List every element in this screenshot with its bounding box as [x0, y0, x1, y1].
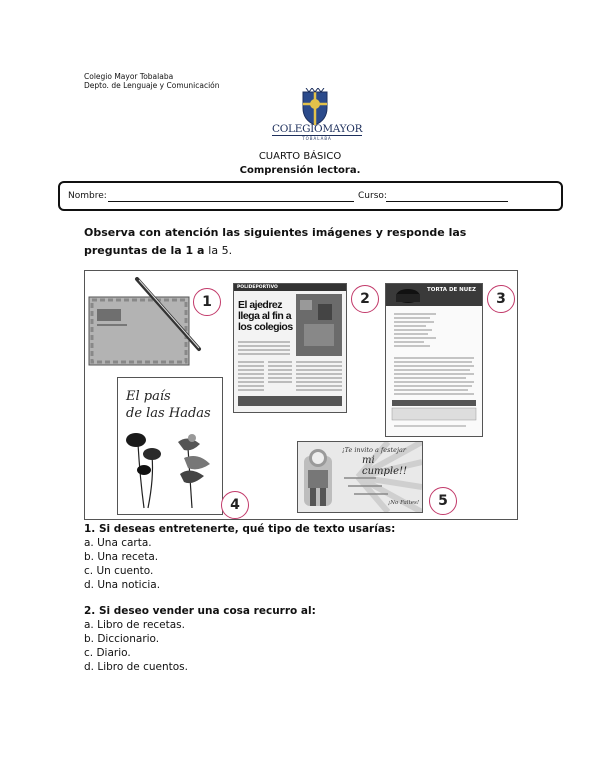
school-crest-icon — [300, 88, 330, 126]
figure-label-3: 3 — [487, 285, 515, 313]
instructions-bold: Observa con atención las siguientes imágenes y responde las preguntas de la 1 a — [84, 226, 467, 257]
worksheet-subtitle: Comprensión lectora. — [239, 165, 361, 176]
answer-option[interactable]: a. Libro de recetas. — [84, 619, 185, 631]
course-field[interactable] — [386, 201, 508, 202]
answer-option[interactable]: d. Libro de cuentos. — [84, 661, 188, 673]
answer-option[interactable]: a. Una carta. — [84, 537, 152, 549]
figure-label-2: 2 — [351, 285, 379, 313]
newspaper-headline-line: El ajedrez — [238, 299, 283, 311]
invitation-line-3: ¡No Faltes! — [388, 500, 420, 506]
recipe-title: TORTA DE NUEZ — [386, 284, 482, 306]
storybook-title-line: de las Hadas — [126, 406, 211, 421]
name-label: Nombre: — [68, 191, 107, 201]
newspaper-headline-line: los colegios — [238, 321, 293, 333]
question-2 — [84, 604, 316, 674]
newspaper-image — [233, 283, 347, 413]
course-label: Curso: — [358, 191, 387, 201]
storybook-title-line: El país — [126, 389, 171, 404]
grade-title: CUARTO BÁSICO — [258, 151, 342, 162]
envelope-letter-image — [87, 277, 207, 369]
school-logo-subtext: TOBALABA — [302, 136, 332, 141]
newspaper-masthead: POLIDEPORTIVO — [234, 284, 346, 291]
figure-label-1: 1 — [193, 288, 221, 316]
newspaper-columns — [234, 284, 346, 412]
recipe-image — [385, 283, 483, 437]
answer-option[interactable]: c. Un cuento. — [84, 565, 154, 577]
student-info-box — [58, 181, 563, 211]
figure-label-5: 5 — [429, 487, 457, 515]
answer-option[interactable]: d. Una noticia. — [84, 579, 161, 591]
school-logo-text: COLEGIOMAYOR — [272, 123, 363, 135]
school-name: Colegio Mayor Tobalaba — [84, 72, 174, 81]
question-1-heading: 1. Si deseas entretenerte, qué tipo de texto usarías: — [84, 523, 396, 535]
figure-label-4: 4 — [221, 491, 249, 519]
invitation-card-image — [297, 441, 423, 513]
instructions-tail: la 5. — [208, 244, 233, 257]
flowers-fairy-illustration — [118, 378, 222, 514]
text-types-figure — [84, 270, 518, 520]
question-1 — [84, 522, 395, 592]
invitation-line-2: mi cumple!! — [362, 455, 408, 477]
recipe-content — [386, 284, 482, 436]
storybook-image — [117, 377, 223, 515]
question-2-heading: 2. Si deseo vender una cosa recurro al: — [84, 605, 316, 617]
answer-option[interactable]: c. Diario. — [84, 647, 131, 659]
instructions — [84, 224, 524, 260]
newspaper-headline-line: llega al fin a — [238, 310, 292, 322]
answer-option[interactable]: b. Una receta. — [84, 551, 159, 563]
answer-option[interactable]: b. Diccionario. — [84, 633, 160, 645]
department-name: Depto. de Lenguaje y Comunicación — [84, 81, 220, 90]
invitation-line-1: ¡Te invito a festejar — [342, 446, 406, 454]
name-field[interactable] — [108, 201, 354, 202]
